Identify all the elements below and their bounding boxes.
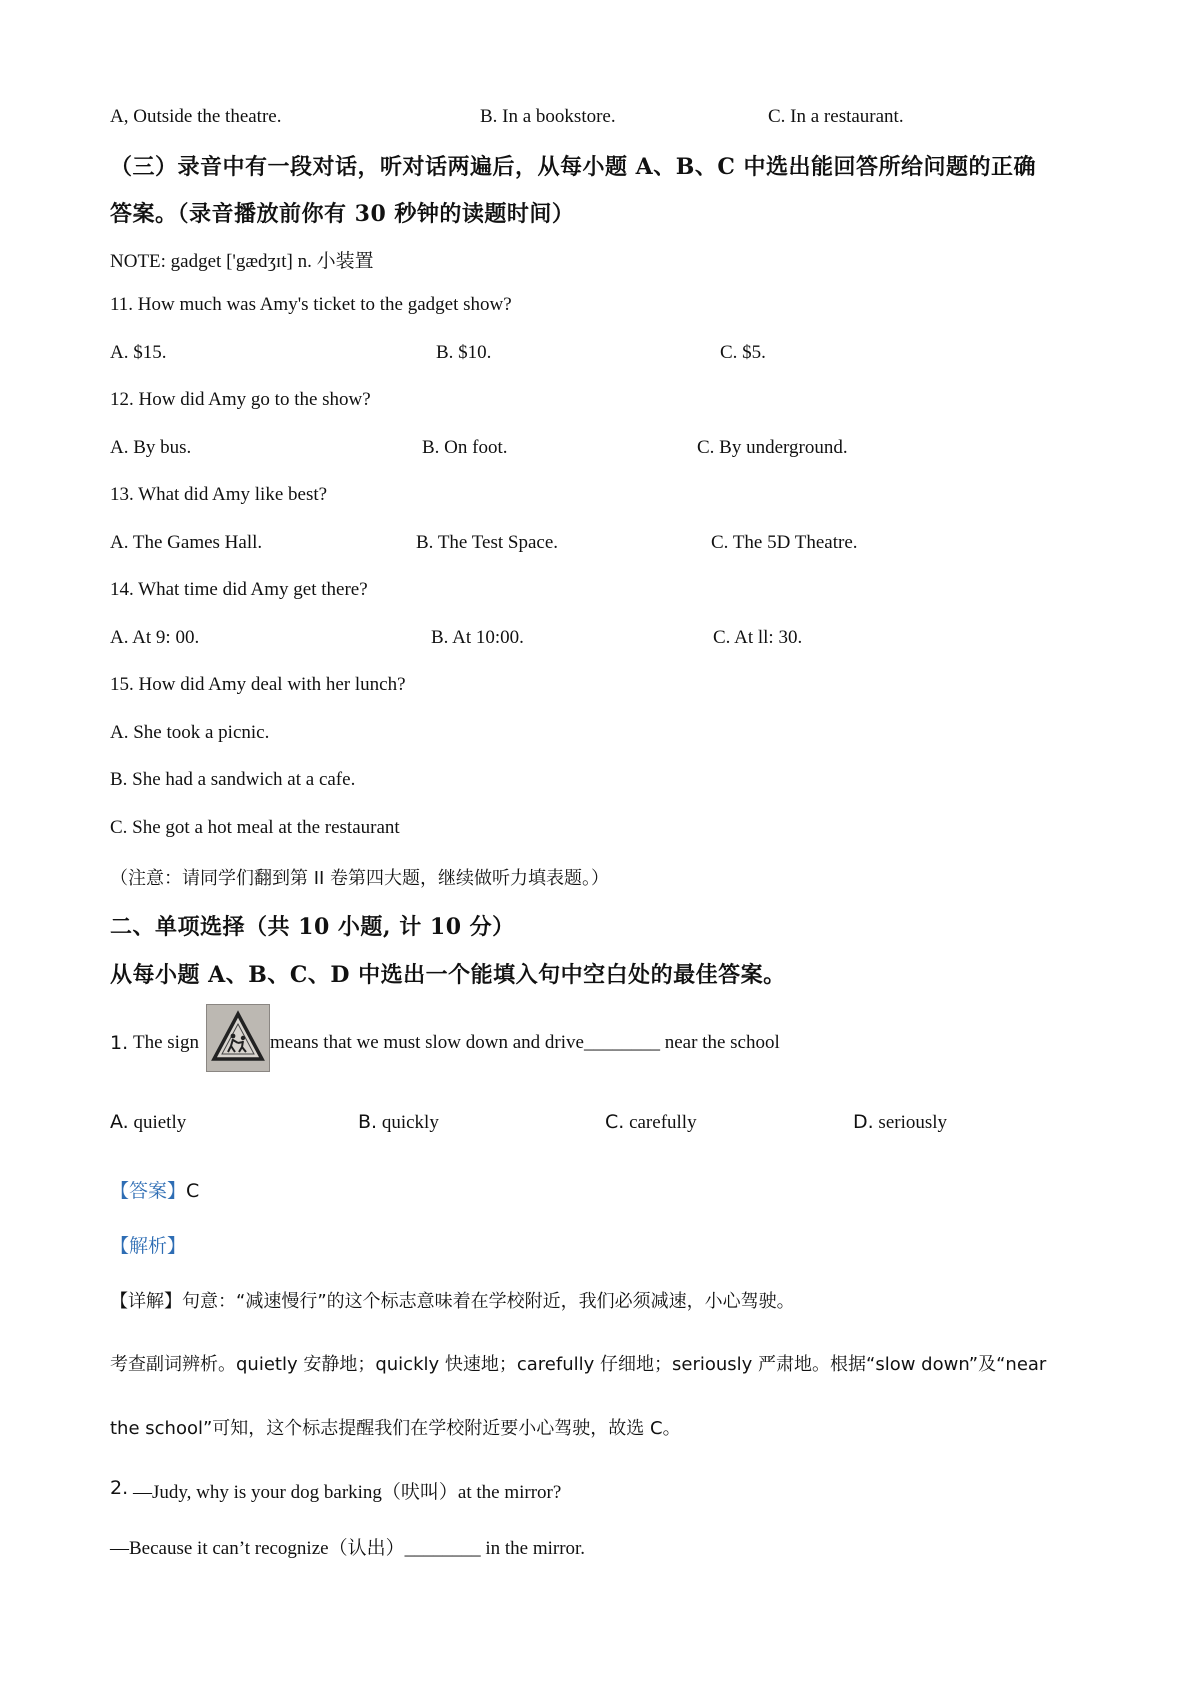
mc1-detail: 【详解】句意：“减速慢行”的这个标志意味着在学校附近，我们必须减速，小心驾驶。 bbox=[110, 1291, 795, 1312]
option-letter: C. bbox=[605, 1111, 625, 1133]
mc1-stem-before-sign: The sign bbox=[133, 1032, 199, 1053]
vocabulary-note: NOTE: gadget ['gædʒɪt] n. 小装置 bbox=[110, 251, 374, 272]
question-11-stem: 11. How much was Amy's ticket to the gadget show? bbox=[110, 294, 512, 315]
question-13-option-c: C. The 5D Theatre. bbox=[711, 532, 858, 553]
question-12-option-a: A. By bus. bbox=[110, 437, 192, 458]
question-11-option-a: A. $15. bbox=[110, 342, 167, 363]
part2-title: 二、单项选择（共 10 小题, 计 10 分） bbox=[110, 914, 515, 940]
mc1-option-a bbox=[110, 1111, 186, 1134]
question-15-stem: 15. How did Amy deal with her lunch? bbox=[110, 674, 406, 695]
question-11-option-c: C. $5. bbox=[720, 342, 766, 363]
question-15-option-b: B. She had a sandwich at a cafe. bbox=[110, 769, 356, 790]
question-14-stem: 14. What time did Amy get there? bbox=[110, 579, 368, 600]
mc1-number: 1. bbox=[110, 1032, 129, 1054]
option-text: seriously bbox=[878, 1112, 948, 1133]
question-13-option-b: B. The Test Space. bbox=[416, 532, 559, 553]
mc1-option-c bbox=[605, 1111, 697, 1134]
option-text: quietly bbox=[133, 1112, 187, 1133]
option-text: carefully bbox=[629, 1112, 697, 1133]
option-letter: D. bbox=[853, 1111, 874, 1133]
question-14-option-b: B. At 10:00. bbox=[431, 627, 524, 648]
answer-value: C bbox=[186, 1180, 200, 1202]
question-12-option-c: C. By underground. bbox=[697, 437, 848, 458]
q10-option-c: C. In a restaurant. bbox=[768, 106, 904, 127]
option-letter: B. bbox=[358, 1111, 378, 1133]
question-13-stem: 13. What did Amy like best? bbox=[110, 484, 328, 505]
mc2-number: 2. bbox=[110, 1477, 129, 1499]
question-12-stem: 12. How did Amy go to the show? bbox=[110, 389, 371, 410]
q10-option-b: B. In a bookstore. bbox=[480, 106, 616, 127]
question-12-option-b: B. On foot. bbox=[422, 437, 508, 458]
section3-instruction-line2: 答案。（录音播放前你有 30 秒钟的读题时间） bbox=[110, 201, 575, 227]
mc1-option-d bbox=[853, 1111, 947, 1134]
warning-triangle-icon bbox=[207, 1005, 269, 1071]
mc2-line2: —Because it can’t recognize（认出）________ in the mirror. bbox=[110, 1538, 586, 1559]
question-14-option-c: C. At ll: 30. bbox=[713, 627, 803, 648]
section3-instruction-line1: （三）录音中有一段对话，听对话两遍后，从每小题 A、B、C 中选出能回答所给问题的正确 bbox=[110, 154, 1036, 180]
mc1-analysis-label: 【解析】 bbox=[110, 1235, 187, 1257]
answer-label: 【答案】 bbox=[110, 1180, 187, 1202]
q10-option-a: A, Outside the theatre. bbox=[110, 106, 282, 127]
option-letter: A. bbox=[110, 1111, 129, 1133]
question-14-option-a: A. At 9: 00. bbox=[110, 627, 200, 648]
question-15-option-a: A. She took a picnic. bbox=[110, 722, 270, 743]
question-15-option-c: C. She got a hot meal at the restaurant bbox=[110, 817, 400, 838]
option-text: quickly bbox=[381, 1112, 439, 1133]
mc2-line1: —Judy, why is your dog barking（吠叫）at the mirror? bbox=[133, 1482, 562, 1503]
question-13-option-a: A. The Games Hall. bbox=[110, 532, 263, 553]
mc1-explanation-line2: the school”可知，这个标志提醒我们在学校附近要小心驾驶，故选 C。 bbox=[110, 1418, 681, 1439]
slow-down-children-sign-icon bbox=[206, 1004, 270, 1072]
mc1-answer bbox=[110, 1176, 199, 1203]
attention-note: （注意：请同学们翻到第 II 卷第四大题，继续做听力填表题。） bbox=[110, 868, 610, 889]
mc1-explanation-line1: 考查副词辨析。quietly 安静地；quickly 快速地；carefully 仔细地；seriously 严肃地。根据“slow down”及“near bbox=[110, 1354, 1047, 1375]
question-11-option-b: B. $10. bbox=[436, 342, 492, 363]
part2-instruction: 从每小题 A、B、C、D 中选出一个能填入句中空白处的最佳答案。 bbox=[110, 962, 786, 988]
mc1-option-b bbox=[358, 1111, 439, 1134]
mc1-stem-after-sign: means that we must slow down and drive________ near the school bbox=[270, 1032, 780, 1053]
